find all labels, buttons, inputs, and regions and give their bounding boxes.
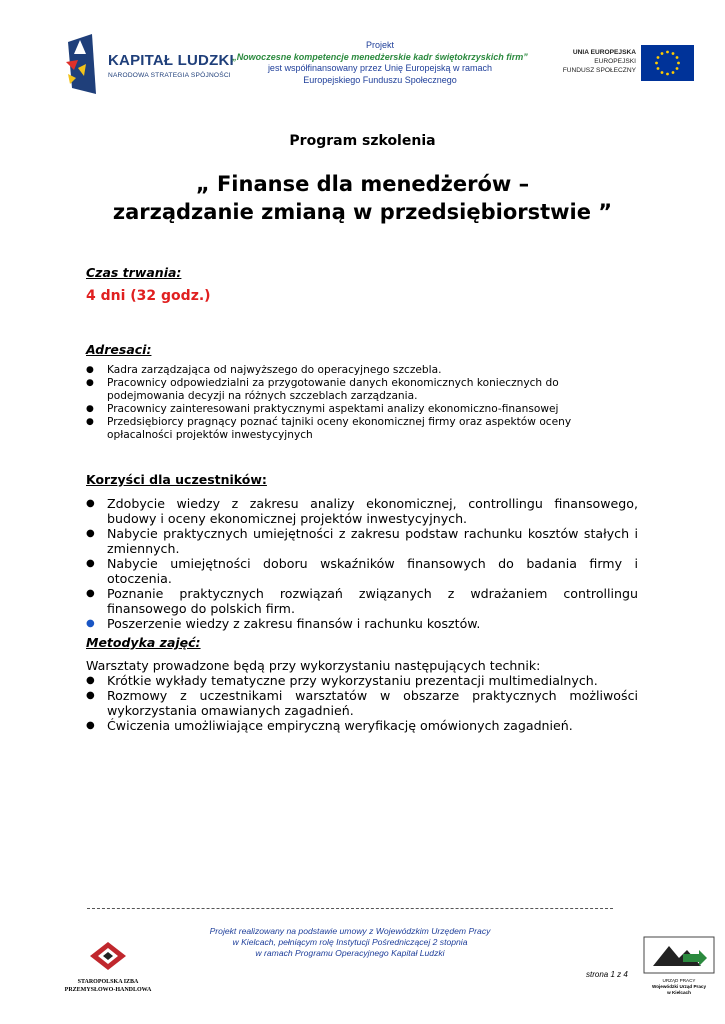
bullet-icon: ● — [86, 365, 94, 375]
page-number: strona 1 z 4 — [586, 970, 628, 979]
list-item: ● Poszerzenie wiedzy z zakresu finansów i rachunku kosztów. — [86, 616, 481, 631]
spcg-line-1: STAROPOLSKA IZBA — [77, 979, 139, 985]
eu-star-icon — [666, 73, 669, 76]
benefits-heading: Korzyści dla uczestników: — [86, 472, 267, 487]
eu-star-icon — [672, 71, 675, 74]
spcg-logo — [58, 938, 158, 992]
benefits-list — [86, 496, 638, 631]
list-item: ● Pracownicy zainteresowani praktycznymi aspektami analizy ekonomiczno-finansowej — [86, 403, 559, 415]
list-item: ● Ćwiczenia umożliwiające empiryczną weryfikację omówionych zagadnień. — [86, 718, 573, 733]
bullet-icon: ● — [86, 558, 95, 569]
project-header — [200, 40, 560, 86]
list-item: ● Rozmowy z uczestnikami warsztatów w obszarze praktycznych możliwości wykorzystania omawianych zagadnień. — [86, 688, 638, 718]
wup-label: URZĄD PRACY — [662, 978, 696, 983]
duration-value: 4 dni (32 godz.) — [86, 288, 211, 304]
bullet-icon: ● — [86, 618, 95, 629]
document-title — [0, 170, 725, 226]
eu-line-1: UNIA EUROPEJSKA — [572, 49, 636, 56]
methodology-list — [86, 673, 638, 733]
bullet-icon: ● — [86, 528, 95, 539]
bullet-icon: ● — [86, 378, 94, 388]
eu-line-3: FUNDUSZ SPOŁECZNY — [562, 67, 636, 74]
list-item: ● Przedsiębiorcy pragnący poznać tajniki oceny ekonomicznej firmy oraz aspektów oceny opłacalności projektów inwestycyjnych — [86, 416, 572, 441]
kapital-ludzki-title: KAPITAŁ LUDZKI — [108, 52, 234, 69]
list-item: ● Kadra zarządzająca od najwyższego do operacyjnego szczebla. — [86, 364, 442, 376]
footer-line-2: w Kielcach, pełniącym rolę Instytucji Pośredniczącej 2 stopnia — [232, 937, 468, 947]
eu-star-icon — [657, 56, 660, 59]
methodology-heading: Metodyka zajęć: — [86, 635, 201, 650]
eu-star-icon — [672, 52, 675, 55]
bullet-icon: ● — [86, 404, 94, 414]
addressees-list — [86, 364, 617, 442]
project-label: Projekt — [365, 40, 394, 50]
bullet-icon: ● — [86, 417, 94, 427]
footer-text — [140, 926, 560, 959]
wup-line-2: w Kielcach — [667, 990, 691, 995]
list-item: ● Nabycie umiejętności doboru wskaźników finansowych do badania firmy i otoczenia. — [86, 556, 638, 586]
duration-heading: Czas trwania: — [86, 265, 182, 280]
footer-line-1: Projekt realizowany na podstawie umowy z Wojewódzkim Urzędem Pracy — [209, 926, 491, 936]
spcg-line-2: PRZEMYSŁOWO-HANDLOWA — [64, 987, 152, 993]
bullet-icon: ● — [86, 675, 95, 686]
program-label: Program szkolenia — [289, 133, 436, 149]
bullet-icon: ● — [86, 588, 95, 599]
footer-line-3: w ramach Programu Operacyjnego Kapitał Ludzki — [255, 948, 445, 958]
title-line-1: „ Finanse dla menedżerów – — [195, 172, 530, 196]
list-item: ● Nabycie praktycznych umiejętności z zakresu podstaw rachunku kosztów stałych i zmiennych. — [86, 526, 638, 556]
list-item: ● Pracownicy odpowiedzialni za przygotowanie danych ekonomicznych koniecznych do podejmowania decyzji na różnych szczeblach zarządzania. — [86, 377, 559, 402]
project-line-3: Europejskiego Funduszu Społecznego — [303, 74, 457, 85]
bullet-icon: ● — [86, 690, 95, 701]
eu-flag-icon — [641, 45, 694, 81]
eu-star-icon — [661, 52, 664, 55]
list-item: ● Zdobycie wiedzy z zakresu analizy ekonomicznej, controllingu finansowego, budowy i oceny ekonomicznej projektów inwestycyjnych. — [86, 496, 638, 526]
eu-star-icon — [655, 62, 658, 65]
project-name: „Nowoczesne kompetencje menedżerskie kadr świętokrzyskich firm” — [232, 51, 528, 62]
bullet-icon: ● — [86, 498, 95, 509]
wup-logo — [643, 936, 715, 996]
wup-line-1: Wojewódzki Urząd Pracy — [651, 984, 707, 989]
eu-star-icon — [677, 62, 680, 65]
eu-star-icon — [661, 71, 664, 74]
title-line-2: zarządzanie zmianą w przedsiębiorstwie ” — [112, 200, 613, 224]
list-item: ● Krótkie wykłady tematyczne przy wykorzystaniu prezentacji multimedialnych. — [86, 673, 598, 688]
eu-star-icon — [666, 51, 669, 54]
project-line-2: jest współfinansowany przez Unię Europejską w ramach — [267, 63, 493, 73]
kapital-ludzki-subtitle: NARODOWA STRATEGIA SPÓJNOŚCI — [108, 72, 231, 79]
eu-line-2: EUROPEJSKI — [594, 58, 636, 65]
addressees-heading: Adresaci: — [86, 342, 152, 357]
wup-logo-icon — [643, 936, 715, 974]
eu-star-icon — [657, 67, 660, 70]
eu-star-icon — [676, 67, 679, 70]
eu-star-icon — [676, 56, 679, 59]
footer-divider — [87, 908, 613, 909]
spcg-logo-icon — [58, 938, 158, 974]
bullet-icon: ● — [86, 720, 95, 731]
eu-text — [540, 48, 636, 75]
methodology-intro: Warsztaty prowadzone będą przy wykorzystaniu następujących technik: — [86, 658, 541, 673]
list-item: ● Poznanie praktycznych rozwiązań związanych z wdrażaniem controllingu finansowego do polskich firm. — [86, 586, 638, 616]
